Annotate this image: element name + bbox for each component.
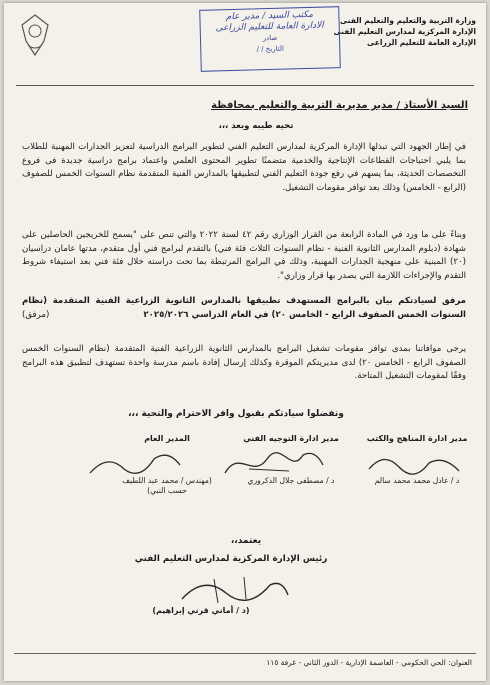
ministry-line: الإدارة العامة للتعليم الزراعى [367, 38, 476, 47]
header-divider [16, 85, 474, 86]
paragraph-request: يرجى موافاتنا بمدى توافر مقومات تشغيل البرامج بالمدارس الثانوية الزراعية الفنية المتقدمة (نظام السنوات الخمس الصفوف الرابع - الخامس ٢٠) لدى مديريتكم الموقرة وكذلك إرسال إفادة باسم مدرسة واحدة تستهدف لتطبيق هذه البرامج وفقًا لمقومات التشغيل المتاحة. [22, 344, 467, 381]
handwritten-signature-icon [84, 447, 184, 481]
signature-name: د / عادل محمد محمد سالم [374, 476, 460, 485]
signature-title: مدير ادارة المناهج والكتب [366, 434, 468, 443]
footer-divider [14, 653, 476, 654]
handwritten-signature-icon [364, 449, 464, 479]
approval-title: رئيس الإدارة المركزية لمدارس التعليم الفني [134, 554, 328, 564]
greeting: تحيه طيبه وبعد ،،، [218, 121, 294, 131]
footer-address: العنوان: الحي الحكومي - العاصمة الإدارية - الدور الثاني - غرفة ١١٥ [266, 658, 472, 667]
paragraph-decree: وبناءً على ما ورد في المادة الرابعة من القرار الوزاري رقم ٤٢ لسنة ٢٠٢٢ والتي تنص على "يسمح للخريجين الحاصلين على شهادة (دبلوم المدارس الثانوية الفنية - نظام السنوات الثلاث فئة فني) بالتقدم لبرامج فني أول متقدم، مدتها عامان دراسيان (٢٠) المبنية على منهجية الجدارات المهنية، وذلك في البرامج المرتبطة بما تحت دراسته خلال فئة فني بعد استيفاء شروط التقدم والإجراءات اللازمة التي يصدر بها قرار وزاري". [22, 230, 467, 281]
ministry-header [326, 15, 476, 48]
stamp-line: مكتب السيد / مدير عام [225, 9, 314, 23]
signature-title: المدير العام [144, 434, 190, 443]
ministry-logo-icon [14, 11, 56, 59]
stamp-line: التاريخ / / [256, 44, 285, 54]
document-page [4, 3, 486, 681]
paragraph-intro: في إطار الجهود التي تبذلها الإدارة المركزية لمدارس التعليم الفني لتطوير البرامج الدراسية لتعزيز الجدارات المهنية للطلاب بما يلبي احتياجات القطاعات الإنتاجية والخدمية متضمنًا تطوير المحتوى العلمي واعتماد برامج دراسية جديدة فى فروع التخصصات الحديثة، بما يسهم في رفع جودة التعليم الفني لتطبيقها بالمدارس الفنية المتقدمة نظام السنوات الخمس للصفوف (الرابع - الخامس) وذلك بعد توافر مقومات التشغيل. [22, 142, 466, 193]
signature-name: د / مصطفى جلال الدكروري [247, 476, 335, 485]
addressee: السيد الأستاذ / مدير مديرية التربية والتعليم بمحافظة [211, 100, 468, 111]
attachment-label: (مرفق) [22, 309, 50, 320]
office-stamp [199, 6, 341, 72]
ministry-line: الإدارة المركزية لمدارس التعليم الفنى [333, 27, 476, 36]
signature-title: مدير ادارة التوجيه الفني [243, 434, 339, 443]
attachment-text: مرفق لسيادتكم بيان بالبرامج المستهدف تطبيقها بالمدارس الثانوية الزراعية الفنية المتقدمة (نظام السنوات الخمس الصفوف الرابع - الخامس ٢٠) في العام الدراسي ٢٠٢٥/٢٠٢٦ [22, 296, 466, 320]
handwritten-signature-icon [174, 569, 294, 609]
paragraph-attachment [22, 295, 466, 322]
signature-name: (مهندس / محمد عبد اللطيف حسب النبي) [122, 476, 212, 495]
approval-label: يعتمد،، [230, 536, 262, 546]
closing-line: وتفضلوا سيادتكم بقبول وافر الاحترام والتحية ،،، [128, 409, 344, 419]
handwritten-signature-icon [219, 445, 329, 483]
stamp-line: صادر [262, 33, 278, 43]
approval-name: (د / أماني قرني إبراهيم) [152, 606, 250, 615]
ministry-line: وزارة التربية والتعليم والتعليم الفنى [339, 16, 476, 25]
stamp-line: الادارة العامة للتعليم الزراعى [215, 20, 324, 34]
